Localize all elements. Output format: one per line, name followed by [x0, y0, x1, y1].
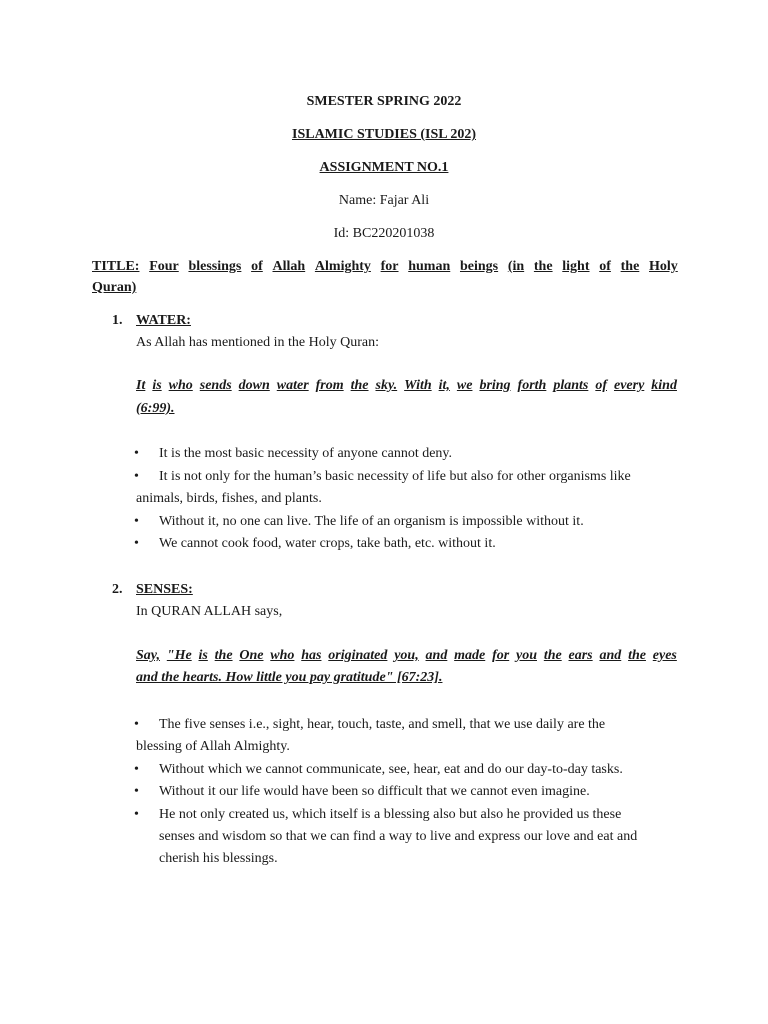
verse-word: bring — [479, 378, 511, 393]
title-word: the — [620, 259, 640, 274]
verse-word: sky. — [375, 378, 398, 393]
title-word: blessings — [188, 259, 242, 274]
verse-word: of — [595, 378, 607, 393]
verse-word: the — [350, 378, 369, 393]
title-word: Four — [149, 259, 179, 274]
verse-word: forth — [517, 378, 547, 393]
bullet-text: He not only created us, which itself is a blessing also but also he provided us these — [159, 807, 622, 822]
bullet-text-continued: cherish his blessings. — [159, 851, 278, 866]
student-name: Name: Fajar Ali — [338, 193, 430, 208]
assignment-heading: ASSIGNMENT NO.1 — [319, 160, 449, 175]
bullet-text: Without it, no one can live. The life of an organism is impossible without it. — [159, 514, 584, 529]
quran-verse-line1 — [136, 648, 677, 664]
bullet-text-continued: animals, birds, fishes, and plants. — [136, 491, 322, 506]
verse-word: is — [198, 648, 208, 663]
title-word: the — [533, 259, 553, 274]
verse-word: the — [543, 648, 562, 663]
student-id: Id: BC220201038 — [333, 226, 435, 241]
bullet-marker: • — [134, 762, 139, 777]
quran-verse-line2: (6:99). — [136, 401, 175, 416]
verse-word: Say, — [136, 648, 160, 663]
title-word: for — [380, 259, 399, 274]
verse-word: originated — [328, 648, 388, 663]
bullet-text: The five senses i.e., sight, hear, touch, taste, and smell, that we use daily are the — [159, 717, 606, 732]
verse-word: you, — [394, 648, 419, 663]
verse-word: who — [270, 648, 295, 663]
verse-word: who — [168, 378, 193, 393]
verse-word: for — [492, 648, 510, 663]
title-word: Allah — [272, 259, 306, 274]
title-word: human — [408, 259, 451, 274]
section-intro: As Allah has mentioned in the Holy Quran: — [136, 335, 380, 350]
quran-verse-line1 — [136, 378, 677, 394]
verse-word: the — [628, 648, 646, 663]
bullet-marker: • — [134, 807, 139, 822]
title-word: Holy — [649, 259, 678, 274]
section-number: 1. — [112, 313, 123, 328]
verse-word: every — [613, 378, 645, 393]
verse-word: is — [152, 378, 162, 393]
verse-word: down — [238, 378, 270, 393]
assignment-title-line1 — [92, 259, 678, 275]
bullet-marker: • — [134, 784, 139, 799]
verse-word: One — [239, 648, 264, 663]
bullet-text: It is the most basic necessity of anyone cannot deny. — [159, 446, 453, 461]
verse-word: and — [599, 648, 622, 663]
bullet-text: It is not only for the human’s basic necessity of life but also for other organisms like — [159, 469, 631, 484]
verse-word: eyes — [652, 648, 677, 663]
title-word: Almighty — [314, 259, 371, 274]
verse-word: ears — [568, 648, 593, 663]
title-word: (in — [507, 259, 525, 274]
verse-word: It — [136, 378, 146, 393]
bullet-text: Without which we cannot communicate, see, hear, eat and do our day-to-day tasks. — [159, 762, 623, 777]
verse-word: "He — [166, 648, 192, 663]
verse-word: With — [404, 378, 432, 393]
bullet-text-continued: blessing of Allah Almighty. — [136, 739, 290, 754]
verse-word: water — [276, 378, 309, 393]
bullet-text: Without it our life would have been so difficult that we cannot even imagine. — [159, 784, 590, 799]
verse-word: has — [301, 648, 322, 663]
semester-heading: SMESTER SPRING 2022 — [306, 94, 462, 109]
course-heading: ISLAMIC STUDIES (ISL 202) — [292, 127, 476, 142]
verse-word: it, — [438, 378, 450, 393]
title-label: TITLE: — [92, 259, 140, 274]
bullet-marker: • — [134, 536, 139, 551]
verse-word: from — [315, 378, 344, 393]
verse-word: sends — [199, 378, 232, 393]
section-heading-water: WATER: — [136, 313, 191, 328]
verse-word: we — [456, 378, 473, 393]
bullet-marker: • — [134, 469, 139, 484]
title-word: light — [562, 259, 590, 274]
verse-word: and — [425, 648, 448, 663]
verse-word: plants — [553, 378, 589, 393]
title-word: of — [251, 259, 263, 274]
title-word: of — [599, 259, 611, 274]
verse-word: kind — [651, 378, 677, 393]
verse-word: made — [454, 648, 486, 663]
verse-word: you — [516, 648, 537, 663]
bullet-marker: • — [134, 717, 139, 732]
verse-word: the — [214, 648, 233, 663]
section-number: 2. — [112, 582, 123, 597]
assignment-title-line2: Quran) — [92, 280, 137, 295]
section-intro: In QURAN ALLAH says, — [136, 604, 283, 619]
bullet-marker: • — [134, 446, 139, 461]
bullet-text-continued: senses and wisdom so that we can find a way to live and express our love and eat and — [159, 829, 638, 844]
bullet-marker: • — [134, 514, 139, 529]
section-heading-senses: SENSES: — [136, 582, 193, 597]
title-word: beings — [459, 259, 499, 274]
bullet-text: We cannot cook food, water crops, take bath, etc. without it. — [159, 536, 496, 551]
quran-verse-line2: and the hearts. How little you pay gratitude" [67:23]. — [136, 670, 443, 685]
